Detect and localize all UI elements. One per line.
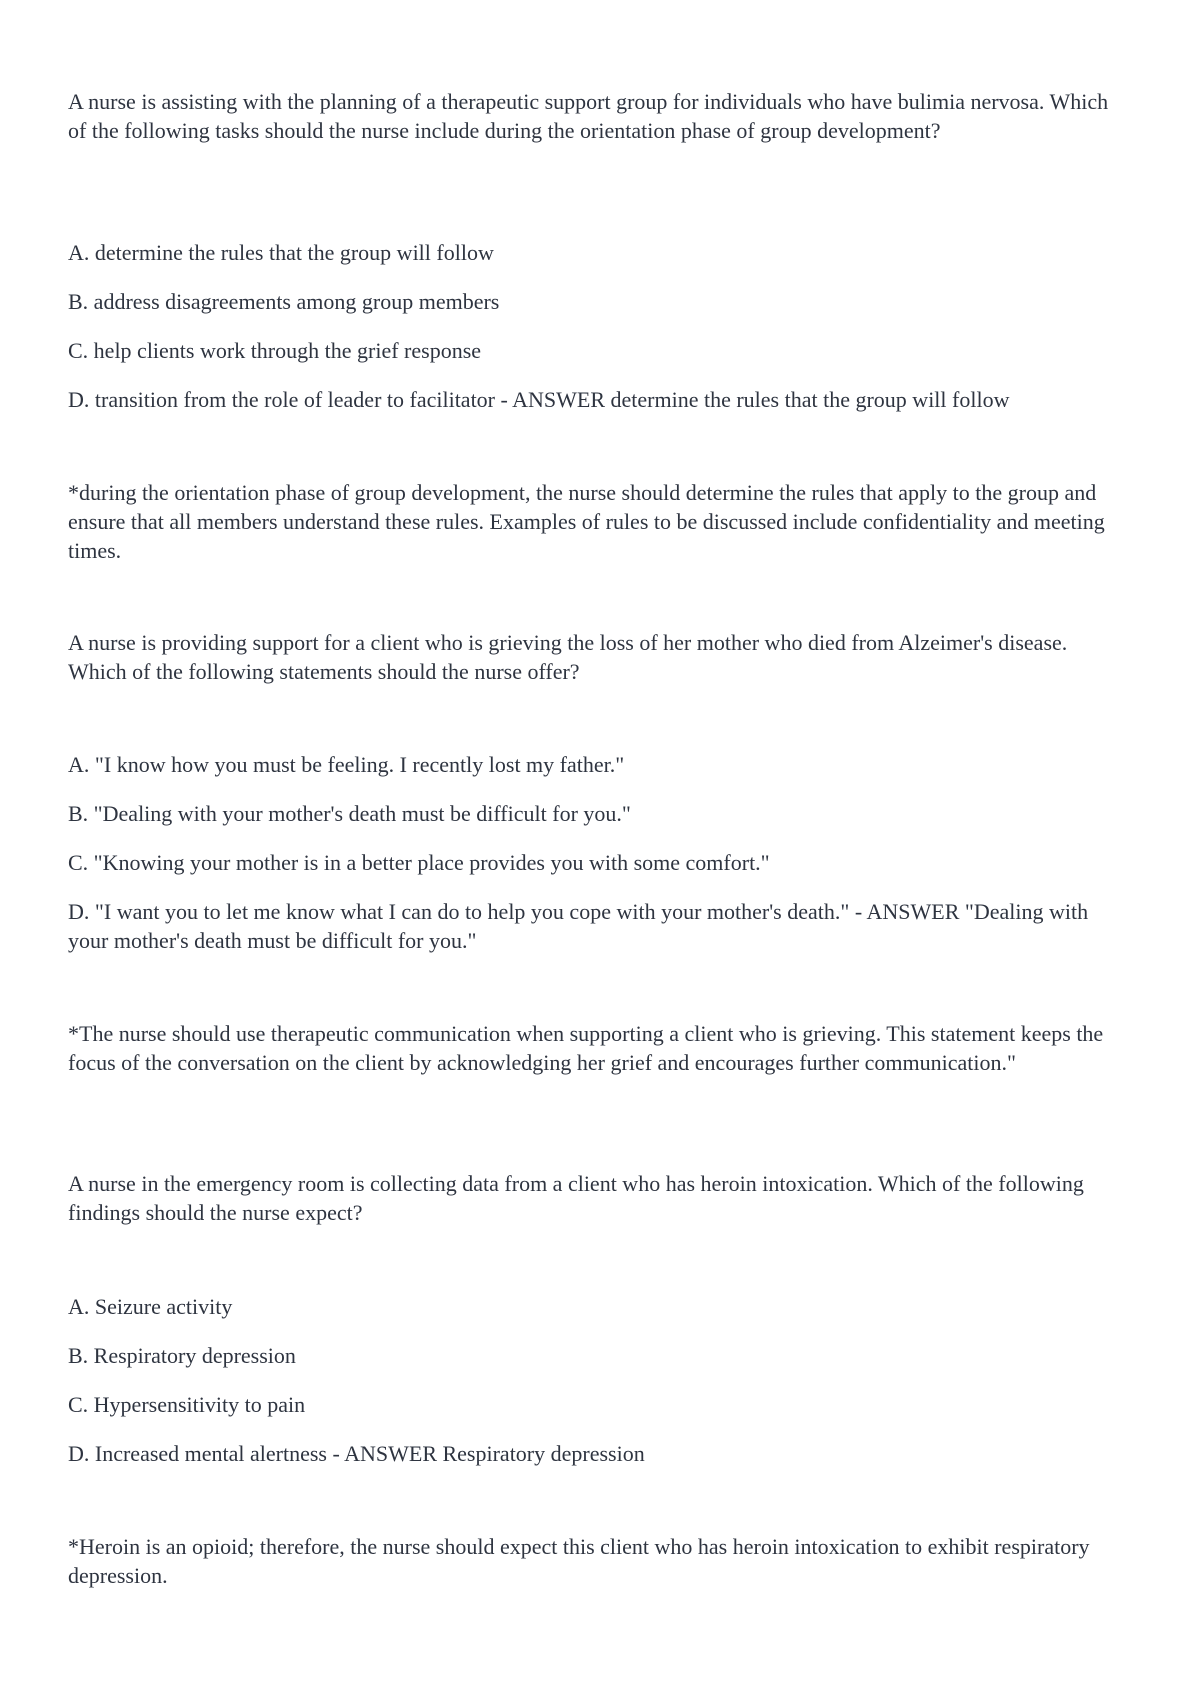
question-3-option-c: C. Hypersensitivity to pain	[68, 1392, 306, 1417]
question-3-rationale: *Heroin is an opioid; therefore, the nurse should expect this client who has heroin intoxication to exhibit respiratory depression.	[68, 1534, 1090, 1588]
question-3-option-d-answer: D. Increased mental alertness - ANSWER Respiratory depression	[68, 1441, 645, 1466]
question-1-option-b: B. address disagreements among group members	[68, 289, 500, 314]
question-1-option-c: C. help clients work through the grief response	[68, 338, 482, 363]
question-1-rationale: *during the orientation phase of group development, the nurse should determine the rules that apply to the group and ensure that all members understand these rules. Examples of rules to be discussed include confidentiality and meeting times.	[68, 480, 1105, 563]
question-2-stem: A nurse is providing support for a client who is grieving the loss of her mother who died from Alzeimer's disease. Which of the following statements should the nurse offer?	[68, 630, 1068, 684]
question-1-option-d-answer: D. transition from the role of leader to facilitator - ANSWER determine the rules that the group will follow	[68, 387, 1010, 412]
question-2-option-a: A. "I know how you must be feeling. I recently lost my father."	[68, 752, 625, 777]
question-2-rationale: *The nurse should use therapeutic communication when supporting a client who is grieving. This statement keeps the focus of the conversation on the client by acknowledging her grief and encourages further communication."	[68, 1021, 1104, 1075]
question-3-option-b: B. Respiratory depression	[68, 1343, 296, 1368]
question-3-stem: A nurse in the emergency room is collecting data from a client who has heroin intoxication. Which of the following findings should the nurse expect?	[68, 1171, 1084, 1225]
question-2-option-d-answer: D. "I want you to let me know what I can do to help you cope with your mother's death." - ANSWER "Dealing with your mother's death must be difficult for you."	[68, 899, 1089, 953]
question-2-option-b: B. "Dealing with your mother's death must be difficult for you."	[68, 801, 631, 826]
question-1-stem: A nurse is assisting with the planning of a therapeutic support group for individuals who have bulimia nervosa. Which of the following tasks should the nurse include during the orientation phase of group development?	[68, 89, 1109, 143]
question-2-option-c: C. "Knowing your mother is in a better place provides you with some comfort."	[68, 850, 770, 875]
question-3-option-a: A. Seizure activity	[68, 1294, 233, 1319]
question-1-option-a: A. determine the rules that the group will follow	[68, 240, 494, 265]
